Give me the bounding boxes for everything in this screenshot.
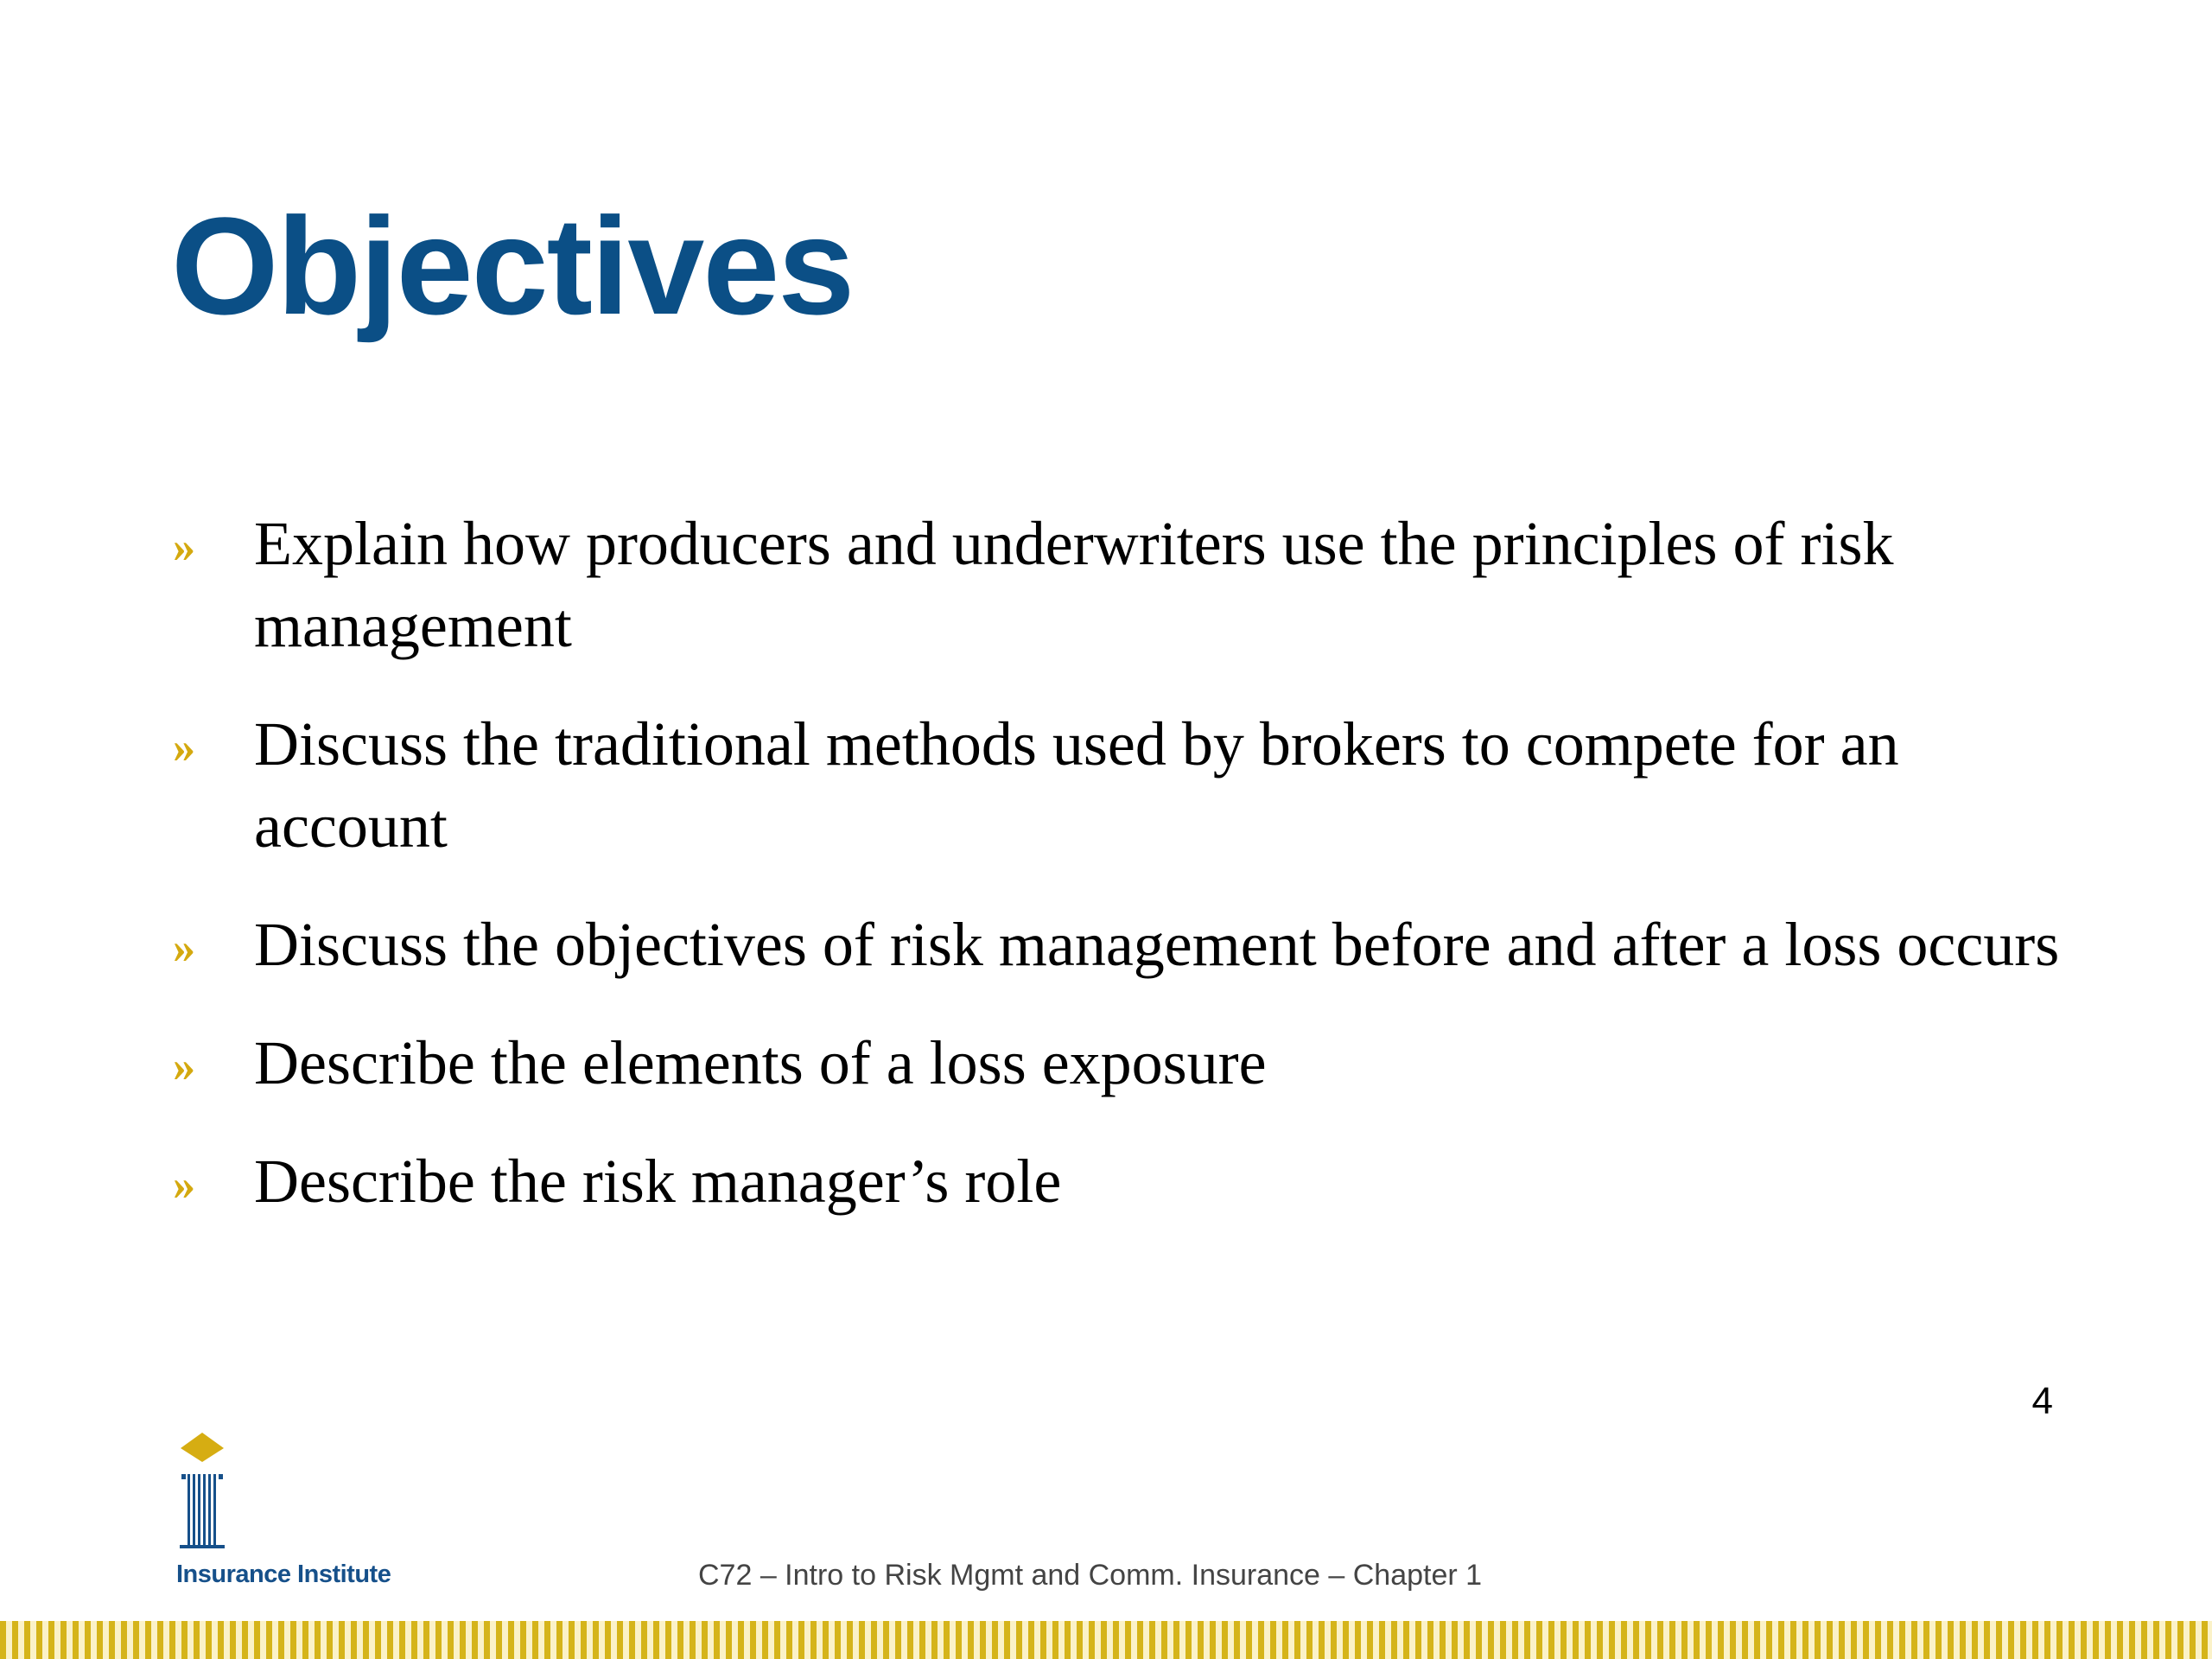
page-number: 4	[2031, 1380, 2053, 1422]
insurance-institute-logo	[176, 1431, 410, 1595]
list-item	[0, 1022, 2091, 1104]
objectives-list	[0, 503, 2212, 1259]
bullet-text: Discuss the traditional methods used by brokers to compete for an account	[254, 709, 1899, 861]
bullet-marker-icon: »	[173, 523, 195, 572]
bullet-text: Describe the risk manager’s role	[254, 1147, 1062, 1216]
bullet-marker-icon: »	[173, 1042, 195, 1091]
bullet-text: Discuss the objectives of risk management before and after a loss occurs	[254, 910, 2060, 979]
slide-title: Objectives	[171, 188, 854, 343]
list-item	[0, 503, 2091, 667]
bottom-stripe-border	[0, 1621, 2212, 1659]
bullet-text: Describe the elements of a loss exposure	[254, 1028, 1267, 1097]
list-item	[0, 904, 2091, 986]
footer-course-text: C72 – Intro to Risk Mgmt and Comm. Insurance – Chapter 1	[698, 1559, 1483, 1592]
pillar-diamond-logo-icon	[176, 1431, 228, 1552]
bullet-marker-icon: »	[173, 924, 195, 973]
bullet-marker-icon: »	[173, 723, 195, 772]
list-item	[0, 703, 2091, 868]
list-item	[0, 1141, 2091, 1223]
logo-text: Insurance Institute	[176, 1560, 391, 1588]
bullet-text: Explain how producers and underwriters use the principles of risk management	[254, 509, 1894, 660]
bullet-marker-icon: »	[173, 1160, 195, 1210]
